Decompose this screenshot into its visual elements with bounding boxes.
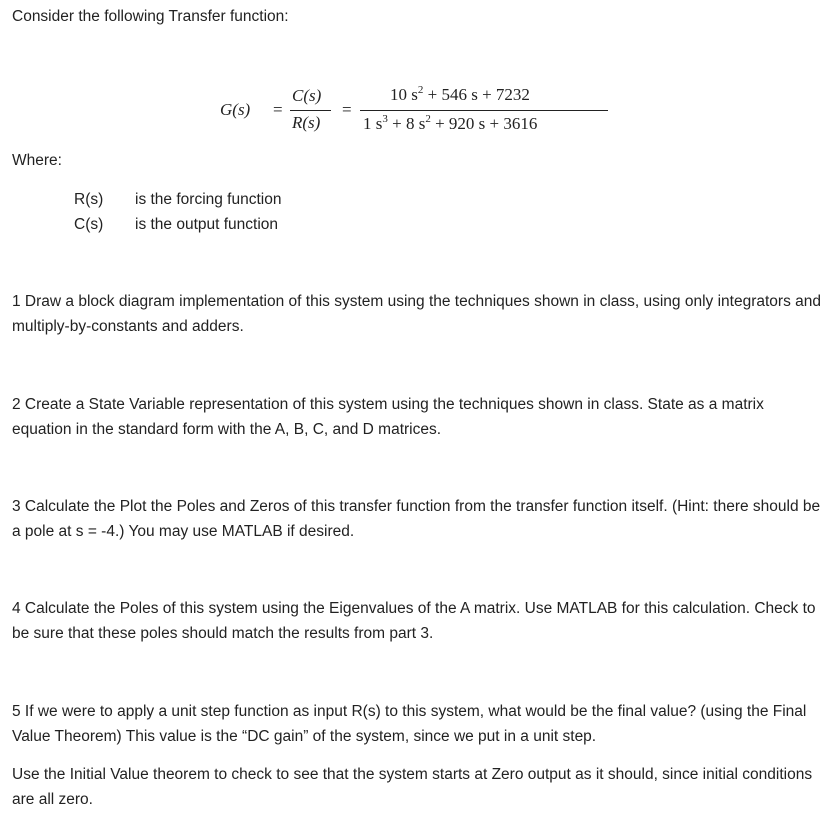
r-of-s-denominator: R(s) [292,113,321,132]
definition-symbol: C(s) [74,216,104,233]
numerator-polynomial: 10 $s^2 + 546$ s + 7232 [390,84,530,104]
intro-text: Consider the following Transfer function: [12,8,289,25]
question-1: 1 Draw a block diagram implementation of this system using the techniques shown in class, using only integrators and multiply-by-constants and adders. [12,293,821,335]
equals-sign-1: = [273,100,283,119]
fraction-bar-1 [290,110,331,111]
fraction-bar-2 [360,110,608,111]
question-4: 4 Calculate the Poles of this system using the Eigenvalues of the A matrix. Use MATLAB for this calculation. Check to be sure that these poles should match the results from part 3. [12,600,816,642]
question-2: 2 Create a State Variable representation of this system using the techniques shown in class. State as a matrix equation in the standard form with the A, B, C, and D matrices. [12,396,764,438]
question-3: 3 Calculate the Plot the Poles and Zeros of this transfer function from the transfer function itself. (Hint: there should be a pole at s = -4.) You may use MATLAB if desired. [12,498,821,540]
definition-text: is the output function [135,216,279,233]
equals-sign-2: = [342,100,352,119]
c-of-s-numerator: C(s) [292,86,322,105]
question-5: 5 If we were to apply a unit step function as input R(s) to this system, what would be the final value? (using the Final Value Theorem) This value is the “DC gain” of the system, since we put in a unit step. [12,703,807,745]
g-of-s: G(s) [220,100,251,119]
definition-symbol: R(s) [74,191,104,208]
definition-text: is the forcing function [135,191,282,208]
question-5-followup: Use the Initial Value theorem to check to see that the system starts at Zero output as it should, since initial conditions are all zero. [12,766,813,808]
where-label: Where: [12,152,62,169]
denominator-polynomial: 1 $s^3 + 8$ $s^2 + 920$ s + 3616 [363,113,538,133]
